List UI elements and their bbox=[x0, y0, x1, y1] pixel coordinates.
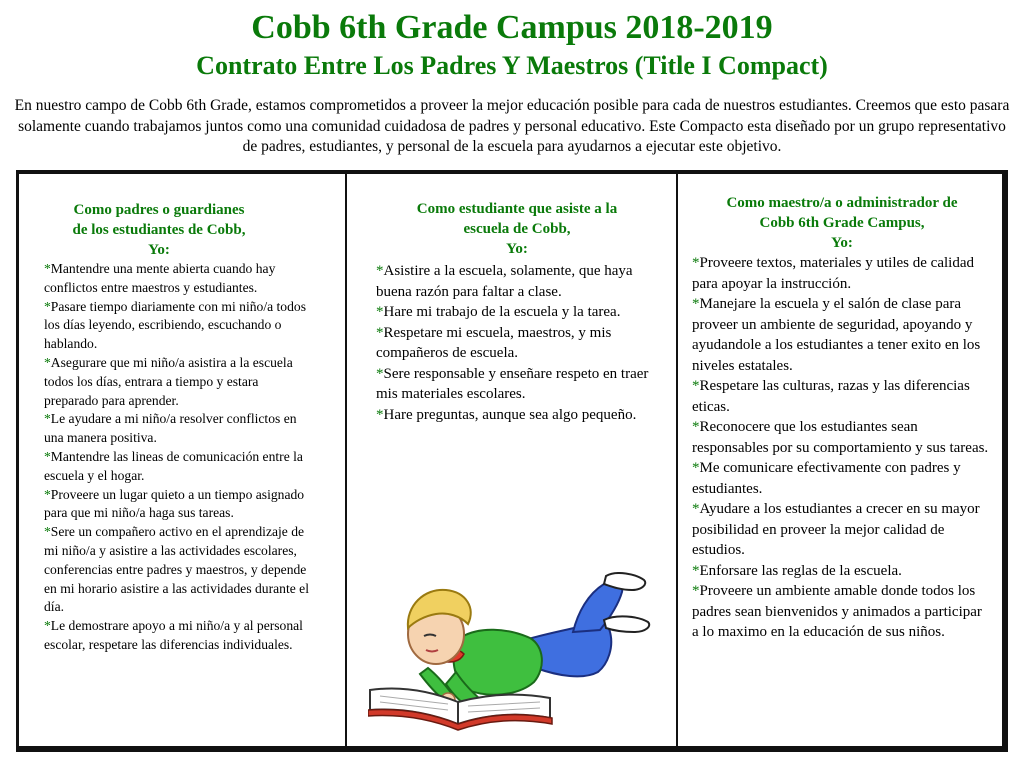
commitment-item bbox=[44, 617, 314, 655]
commitment-text: Proveere textos, materiales y utiles de calidad para apoyar la instrucción. bbox=[692, 255, 974, 292]
bullet-star: * bbox=[692, 255, 700, 271]
commitment-text: Asegurare que mi niño/a asistira a la escuela todos los días, entrara a tiempo y estara preparado para aprender. bbox=[44, 354, 293, 408]
bullet-star: * bbox=[376, 365, 384, 382]
commitment-text: Reconocere que los estudiantes sean responsables por su comportamiento y sus tareas. bbox=[692, 419, 989, 456]
commitment-item bbox=[692, 294, 992, 376]
commitment-item bbox=[692, 581, 992, 643]
commitment-text: Sere un compañero activo en el aprendizaje de mi niño/a y asistire a las actividades escolares, conferencias entre padres y maestros, y depende en mi horario asistire a las actividades durante el día. bbox=[44, 524, 309, 615]
commitment-item bbox=[692, 561, 992, 582]
commitment-text: Ayudare a los estudiantes a crecer en su mayor posibilidad en proveer la mejor calidad de estudios. bbox=[692, 501, 980, 558]
commitment-item bbox=[44, 354, 314, 410]
bullet-star: * bbox=[44, 524, 51, 540]
heading-line: Como estudiante que asiste a la bbox=[416, 201, 618, 217]
heading-line: Yo: bbox=[831, 235, 853, 251]
commitment-text: Asistire a la escuela, solamente, que haya buena razón para faltar a clase. bbox=[376, 263, 633, 300]
heading-line: Como padres o guardianes bbox=[73, 202, 245, 218]
bullet-star: * bbox=[376, 324, 384, 341]
bullet-star: * bbox=[692, 583, 700, 599]
commitment-item bbox=[376, 302, 658, 323]
heading-line: Cobb 6th Grade Campus, bbox=[759, 215, 925, 231]
bullet-star: * bbox=[376, 304, 384, 320]
boy-reading-illustration bbox=[368, 572, 653, 732]
commitment-item bbox=[376, 405, 658, 426]
commitment-item bbox=[692, 458, 992, 499]
parents-heading bbox=[4, 200, 314, 260]
commitment-text: Mantendre una mente abierta cuando hay conflictos entre maestros y estudiantes. bbox=[44, 261, 276, 295]
heading-line: escuela de Cobb, bbox=[463, 221, 571, 237]
students-heading bbox=[376, 199, 658, 259]
teachers-column bbox=[692, 193, 992, 643]
heading-line: Como maestro/a o administrador de bbox=[726, 195, 958, 211]
commitment-text: Sere responsable y enseñare respeto en traer mis materiales escolares. bbox=[376, 365, 649, 402]
bullet-star: * bbox=[44, 298, 51, 314]
commitment-text: Proveere un lugar quieto a un tiempo asignado para que mi niño/a haga sus tareas. bbox=[44, 486, 305, 521]
commitment-item bbox=[692, 376, 992, 417]
commitment-text: Enforsare las reglas de la escuela. bbox=[699, 562, 902, 579]
bullet-star: * bbox=[44, 448, 51, 464]
bullet-star: * bbox=[376, 406, 384, 423]
bullet-star: * bbox=[692, 419, 700, 435]
commitment-item bbox=[376, 364, 658, 405]
commitment-item bbox=[692, 499, 992, 561]
parents-column bbox=[44, 200, 314, 655]
commitment-item bbox=[692, 417, 992, 458]
bullet-star: * bbox=[44, 486, 51, 502]
students-column bbox=[376, 199, 658, 425]
commitment-item bbox=[44, 260, 314, 298]
commitment-text: Respetare las culturas, razas y las diferencias eticas. bbox=[692, 378, 970, 415]
commitment-item bbox=[376, 323, 658, 364]
commitment-item bbox=[44, 523, 314, 617]
commitment-text: Hare preguntas, aunque sea algo pequeño. bbox=[383, 406, 637, 423]
commitment-text: Le ayudare a mi niño/a resolver conflictos en una manera positiva. bbox=[44, 411, 297, 446]
commitment-text: Mantendre las lineas de comunicación entre la escuela y el hogar. bbox=[44, 448, 303, 483]
commitment-item bbox=[44, 486, 314, 524]
commitment-item bbox=[44, 298, 314, 354]
commitment-item bbox=[376, 261, 658, 302]
bullet-star: * bbox=[44, 354, 51, 370]
bullet-star: * bbox=[44, 618, 51, 634]
commitment-text: Hare mi trabajo de la escuela y la tarea. bbox=[383, 304, 621, 320]
bullet-star: * bbox=[692, 460, 700, 476]
commitment-text: Proveere un ambiente amable donde todos los padres sean bienvenidos y animados a participar a lo maximo en la educación de sus niños. bbox=[692, 583, 982, 640]
commitment-text: Pasare tiempo diariamente con mi niño/a todos los días leyendo, escribiendo, escuchando o hablando. bbox=[44, 298, 306, 352]
bullet-star: * bbox=[376, 263, 384, 279]
intro-paragraph: En nuestro campo de Cobb 6th Grade, estamos comprometidos a proveer la mejor educación posible para cada de nuestros estudiantes. Creemos que esto pasara solamente cuando trabajamos juntos como una comunidad cuidadosa de padres y personal educativo. Este Compacto esta diseñado por un grupo representativo de padres, estudiantes, y personal de la escuela para ayudarnos a ejecutar este objetivo. bbox=[14, 97, 1010, 155]
bullet-star: * bbox=[692, 296, 700, 312]
column-divider bbox=[345, 170, 347, 752]
bullet-star: * bbox=[692, 562, 700, 579]
bullet-star: * bbox=[692, 501, 700, 517]
commitment-item bbox=[44, 448, 314, 486]
commitment-text: Manejare la escuela y el salón de clase para proveer un ambiente de seguridad, apoyando y ayudandole a los estudiantes a tener exito en los niveles estatales. bbox=[692, 296, 981, 374]
commitment-text: Respetare mi escuela, maestros, y mis compañeros de escuela. bbox=[376, 324, 612, 361]
commitment-item bbox=[692, 253, 992, 294]
bullet-star: * bbox=[44, 411, 51, 427]
bullet-star: * bbox=[44, 261, 51, 276]
heading-line: Yo: bbox=[148, 242, 170, 258]
commitment-item bbox=[44, 410, 314, 448]
page-subtitle: Contrato Entre Los Padres Y Maestros (Title I Compact) bbox=[196, 51, 828, 80]
bullet-star: * bbox=[692, 378, 700, 394]
commitment-text: Me comunicare efectivamente con padres y estudiantes. bbox=[692, 460, 961, 497]
commitment-text: Le demostrare apoyo a mi niño/a y al personal escolar, respetare las diferencias individuales. bbox=[44, 618, 303, 652]
column-divider bbox=[676, 170, 678, 752]
page-title: Cobb 6th Grade Campus 2018-2019 bbox=[251, 9, 773, 46]
teachers-heading bbox=[692, 193, 992, 253]
heading-line: Yo: bbox=[506, 241, 528, 257]
heading-line: de los estudiantes de Cobb, bbox=[72, 222, 246, 238]
